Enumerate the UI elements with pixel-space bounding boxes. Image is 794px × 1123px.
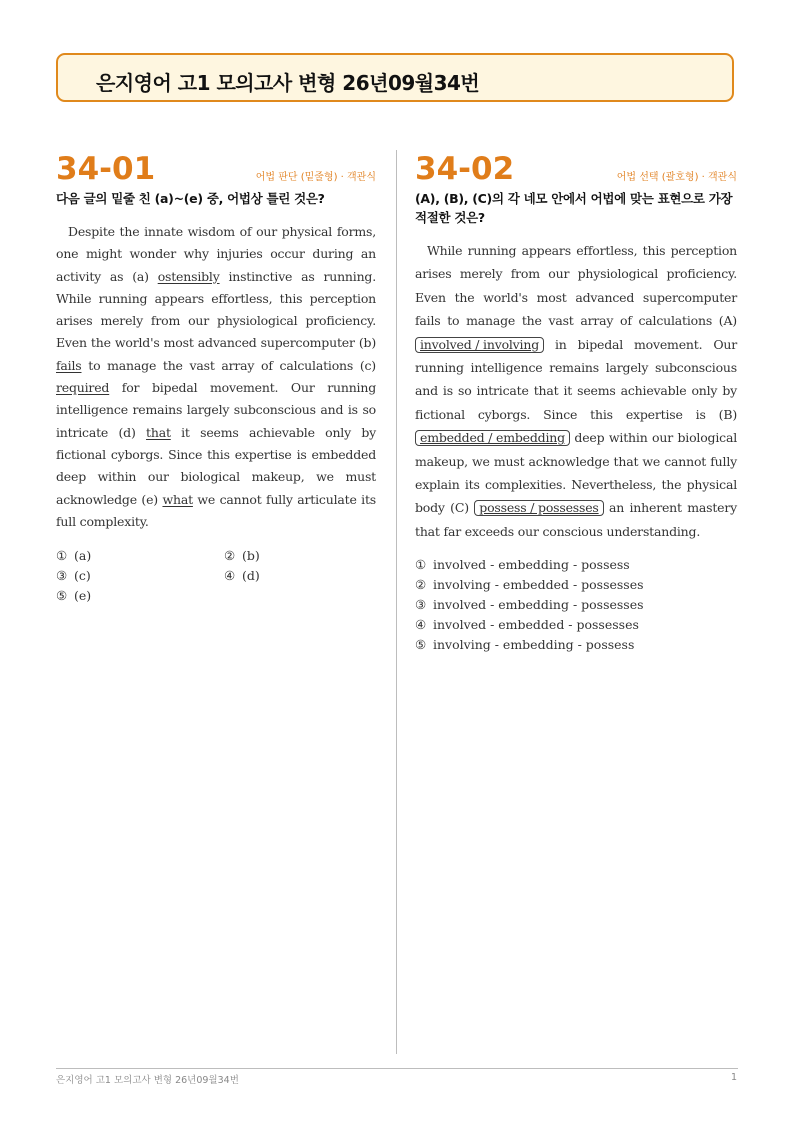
option-5[interactable] [56,587,224,604]
question-34-02 [415,150,737,655]
option-text: involved - embedded - possesses [433,617,639,633]
page-title: 은지영어 고1 모의고사 변형 26년09월34번 [96,71,480,95]
question-number: 34-02 [415,151,515,187]
answer-options [56,547,376,604]
option-text: involving - embedded - possesses [433,577,644,593]
option-text: involving - embedding - possess [433,637,635,653]
underlined-a: ostensibly [157,268,220,284]
option-text: (c) [74,568,91,584]
question-header [415,150,737,188]
passage-segment: we cannot fully articulate its full complexity. [56,491,376,529]
option-4[interactable] [415,615,737,635]
option-number: ② [224,548,236,564]
passage-segment: in bipedal movement. Our running intelligence remains largely subconscious and is so intricate that it seems achievable only by fictional cyborgs. Since this expertise is (B) [415,336,737,422]
option-4[interactable] [224,567,376,584]
passage-segment: While running appears effortless, this perception arises merely from our physiological proficiency. Even the world's most advanced supercomputer fails to manage the vast array of calculations (A) [415,243,737,329]
option-number: ④ [415,617,427,633]
option-number: ② [415,577,427,593]
question-header [56,150,376,188]
option-5[interactable] [415,635,737,655]
answer-options [415,555,737,655]
passage-segment: Despite the innate wisdom of our physical forms, one might wonder why injuries occur during an activity as (a) [56,224,376,284]
underlined-c: required [56,380,110,396]
passage-segment: it seems achievable only by fictional cyborgs. Since this expertise is embedded deep within our biological makeup, we must acknowledge (e) [56,424,376,507]
option-number: ⑤ [415,637,427,653]
option-number: ⑤ [56,588,68,604]
option-number: ① [56,548,68,564]
passage-text [56,221,376,533]
passage-segment: deep within our biological makeup, we must acknowledge that we cannot fully explain its complexities. Nevertheless, the physical body (C) [415,430,737,516]
option-text: (e) [74,588,92,604]
page-number: 1 [730,1072,737,1083]
title-banner [56,53,734,102]
option-number: ④ [224,568,236,584]
choice-box-c [474,500,603,516]
choice-box-text: involved / involving [420,336,539,352]
footer-divider [56,1068,738,1069]
option-text: involved - embedding - possess [433,557,630,573]
option-1[interactable] [415,555,737,575]
underlined-e: what [162,491,193,507]
question-prompt: (A), (B), (C)의 각 네모 안에서 어법에 맞는 표현으로 가장 적절한 것은? [415,191,733,225]
choice-box-b [415,430,570,446]
option-2[interactable] [224,547,376,564]
question-34-01 [56,150,376,604]
option-text: (d) [242,568,260,584]
passage-text [415,239,737,543]
option-text: (a) [74,548,92,564]
passage-segment: to manage the vast array of calculations (c) [81,357,376,373]
option-3[interactable] [415,595,737,615]
option-2[interactable] [415,575,737,595]
option-1[interactable] [56,547,224,564]
choice-box-a [415,337,544,353]
choice-box-text: possess / possesses [479,500,599,516]
footer-title: 은지영어 고1 모의고사 변형 26년09월34번 [56,1075,239,1086]
question-prompt: 다음 글의 밑줄 친 (a)~(e) 중, 어법상 틀린 것은? [56,191,325,206]
option-text: involved - embedding - possesses [433,597,644,613]
question-type: 어법 선택 (괄호형) · 객관식 [616,172,737,183]
underlined-d: that [146,424,171,440]
question-type: 어법 판단 (밑줄형) · 객관식 [255,172,376,183]
passage-segment: an inherent mastery that far exceeds our conscious understanding. [415,500,737,539]
option-number: ③ [56,568,68,584]
option-number: ③ [415,597,427,613]
option-number: ① [415,557,427,573]
choice-box-text: embedded / embedding [420,430,565,446]
option-text: (b) [242,548,260,564]
passage-segment: instinctive as running. While running appears effortless, this perception arises merely from our physiological proficiency. Even the world's most advanced supercomputer (b) [56,268,376,351]
question-number: 34-01 [56,151,156,187]
option-3[interactable] [56,567,224,584]
underlined-b: fails [56,357,82,373]
passage-segment: for bipedal movement. Our running intelligence remains largely subconscious and is so intricate (d) [56,380,376,440]
column-divider [396,150,397,1054]
